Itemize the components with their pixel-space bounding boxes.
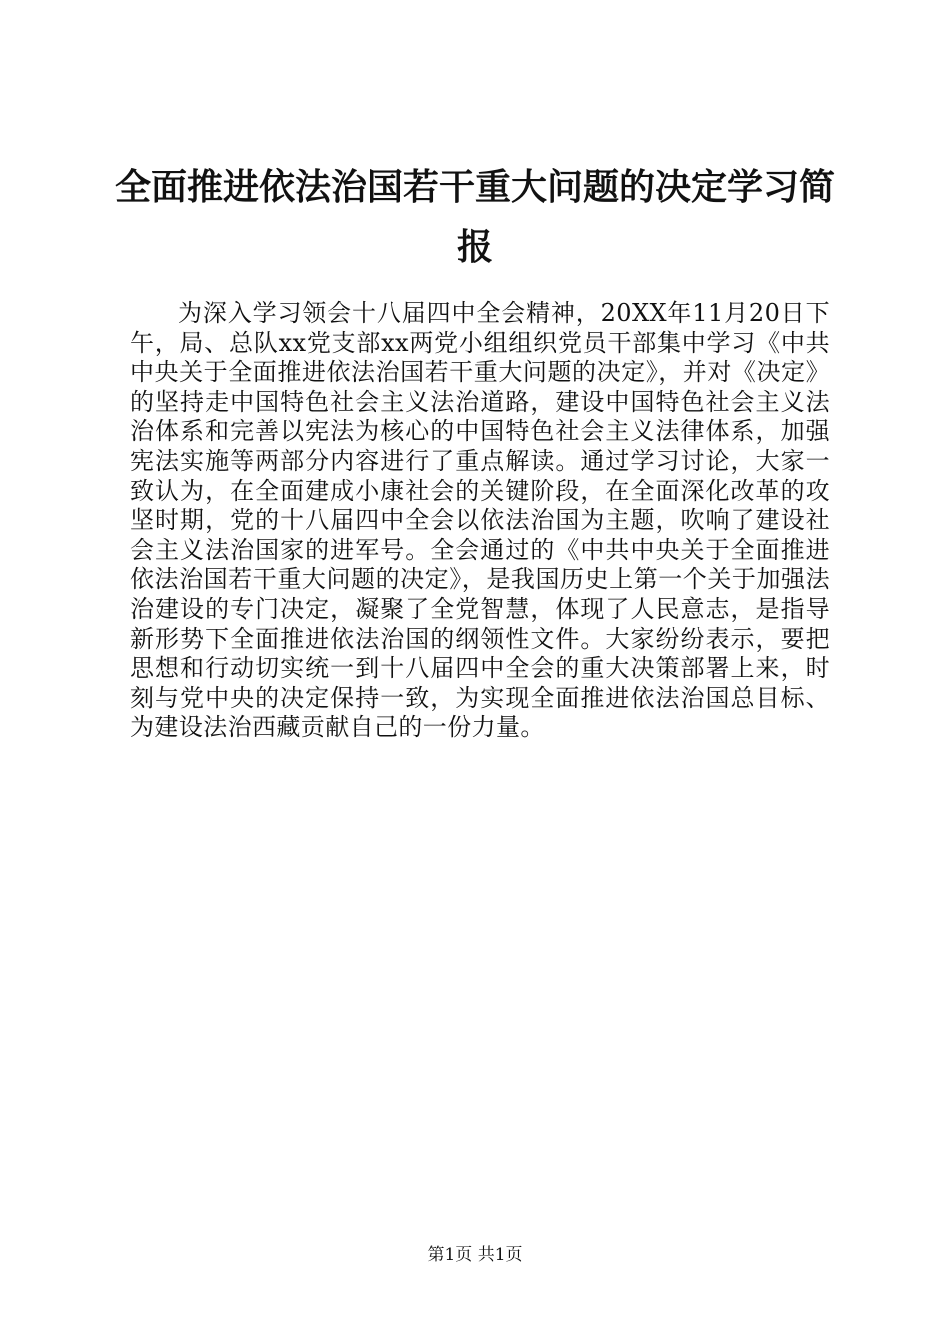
document-title: 全面推进依法治国若干重大问题的决定学习简报: [115, 167, 836, 268]
body-paragraph: 为深入学习领会十八届四中全会精神，20XX年11月20日下午，局、总队xx党支部xx两党小组组织党员干部集中学习《中共中央关于全面推进依法治国若干重大问题的决定》，并对《决定》的坚持走中国特色社会主义法治道路，建设中国特色社会主义法治体系和完善以宪法为核心的中国特色社会主义法律体系，加强宪法实施等两部分内容进行了重点解读。通过学习讨论，大家一致认为，在全面建成小康社会的关键阶段，在全面深化改革的攻坚时期，党的十八届四中全会以依法治国为主题，吹响了建设社会主义法治国家的进军号。全会通过的《中共中央关于全面推进依法治国若干重大问题的决定》，是我国历史上第一个关于加强法治建设的专门决定，凝聚了全党智慧，体现了人民意志，是指导新形势下全面推进依法治国的纲领性文件。大家纷纷表示，要把思想和行动切实统一到十八届四中全会的重大决策部署上来，时刻与党中央的决定保持一致，为实现全面推进依法治国总目标、为建设法治西藏贡献自己的一份力量。: [130, 299, 830, 742]
page-footer: 第1页 共1页: [427, 1245, 523, 1265]
